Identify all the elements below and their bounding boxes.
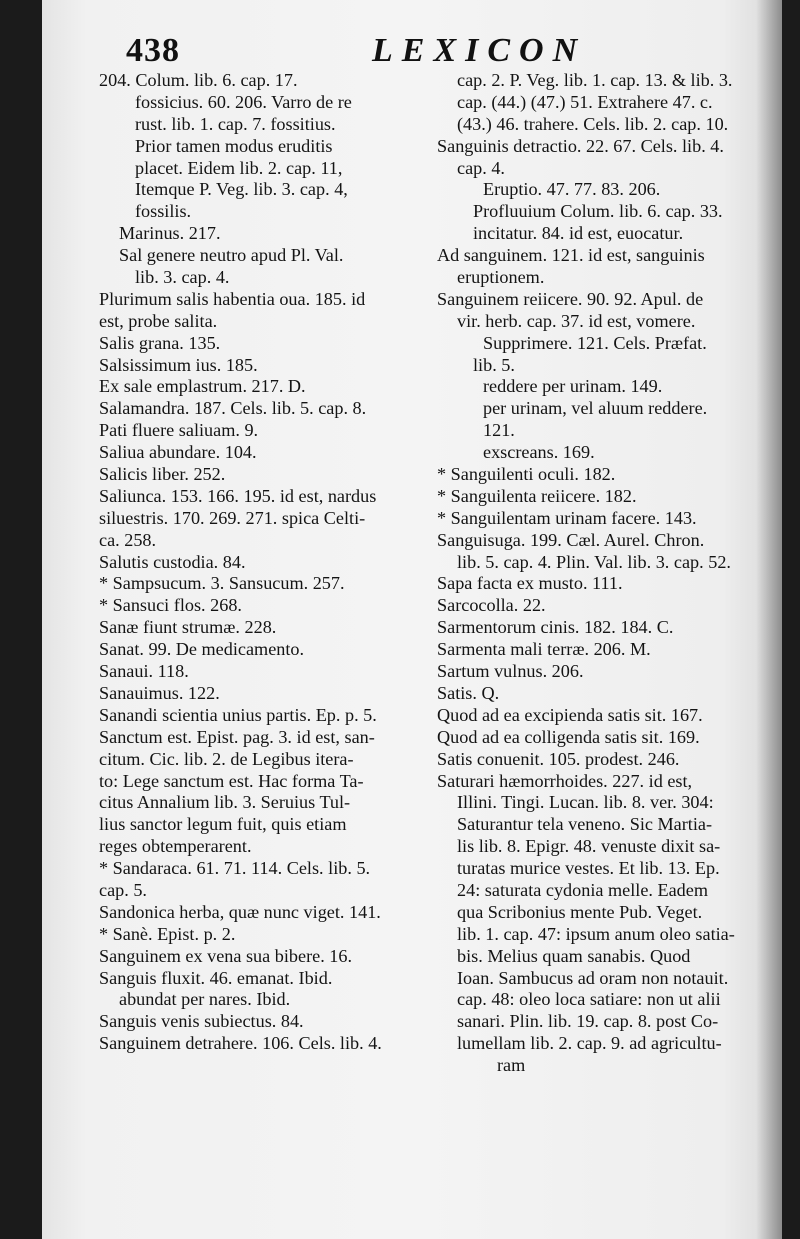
index-line: abundat per nares. Ibid.	[119, 989, 291, 1010]
index-line: cap. 4.	[457, 157, 505, 178]
index-line: fossilis.	[135, 201, 192, 222]
index-line: Quod ad ea excipienda satis sit. 167.	[437, 704, 703, 725]
index-line: Sanguisuga. 199. Cæl. Aurel. Chron.	[437, 529, 705, 550]
index-line: 204. Colum. lib. 6. cap. 17.	[99, 70, 298, 90]
index-line: Satis. Q.	[437, 682, 500, 703]
index-line: exscreans. 169.	[483, 442, 595, 463]
index-line: Saturantur tela veneno. Sic Martia-	[457, 814, 713, 835]
index-line: qua Scribonius mente Pub. Veget.	[457, 901, 703, 922]
index-line: Supprimere. 121. Cels. Præfat.	[483, 332, 707, 353]
index-line: 121.	[483, 420, 515, 441]
index-line: * Sanè. Epist. p. 2.	[99, 923, 236, 944]
index-line: Sartum vulnus. 206.	[437, 661, 584, 682]
running-title: LEXICON	[372, 32, 587, 69]
index-line: Sal genere neutro apud Pl. Val.	[119, 245, 344, 266]
index-line: Satis conuenit. 105. prodest. 246.	[437, 748, 680, 769]
index-line: Salicis liber. 252.	[99, 464, 226, 485]
index-line: Sanat. 99. De medicamento.	[99, 639, 305, 660]
index-line: Sarmenta mali terræ. 206. M.	[437, 639, 651, 660]
index-line: lib. 3. cap. 4.	[135, 267, 230, 288]
index-line: Sandonica herba, quæ nunc viget. 141.	[99, 901, 381, 922]
index-line: to: Lege sanctum est. Hac forma Ta-	[99, 770, 364, 791]
index-line: incitatur. 84. id est, euocatur.	[473, 223, 684, 244]
index-line: Marinus. 217.	[119, 223, 221, 244]
index-line: turatas murice vestes. Et lib. 13. Ep.	[457, 858, 720, 879]
index-line: Sanguinis detractio. 22. 67. Cels. lib. 4.	[437, 135, 724, 156]
index-line: * Sanguilentam urinam facere. 143.	[437, 507, 697, 528]
index-line: Salis grana. 135.	[99, 332, 221, 353]
index-line: (43.) 46. trahere. Cels. lib. 2. cap. 10.	[457, 113, 729, 134]
right-column	[437, 70, 777, 1077]
index-line: placet. Eidem lib. 2. cap. 11,	[135, 157, 343, 178]
index-line: vir. herb. cap. 37. id est, vomere.	[457, 310, 696, 331]
index-line: Sanguinem reiicere. 90. 92. Apul. de	[437, 288, 704, 309]
index-line: Sanandi scientia unius partis. Ep. p. 5.	[99, 704, 377, 725]
index-line: Sanguinem ex vena sua bibere. 16.	[99, 945, 353, 966]
index-line: eruptionem.	[457, 267, 545, 288]
index-line: Salutis custodia. 84.	[99, 551, 246, 572]
index-line: Sanguis fluxit. 46. emanat. Ibid.	[99, 967, 333, 988]
index-line: Ex sale emplastrum. 217. D.	[99, 376, 306, 397]
index-line: * Sandaraca. 61. 71. 114. Cels. lib. 5.	[99, 858, 371, 879]
index-line: Quod ad ea colligenda satis sit. 169.	[437, 726, 700, 747]
index-line: per urinam, vel aluum reddere.	[483, 398, 708, 419]
index-line: Salsissimum ius. 185.	[99, 354, 258, 375]
index-line: Ad sanguinem. 121. id est, sanguinis	[437, 245, 705, 266]
index-line: * Sanguilenti oculi. 182.	[437, 464, 616, 485]
index-line: Eruptio. 47. 77. 83. 206.	[483, 179, 661, 200]
index-line: cap. 2. P. Veg. lib. 1. cap. 13. & lib. 3.	[457, 70, 733, 90]
index-line: Sanguis venis subiectus. 84.	[99, 1011, 304, 1032]
page-header	[90, 30, 742, 74]
index-line: Sarmentorum cinis. 182. 184. C.	[437, 617, 674, 638]
index-line: siluestris. 170. 269. 271. spica Celti-	[99, 507, 366, 528]
index-line: citus Annalium lib. 3. Seruius Tul-	[99, 792, 351, 813]
index-line: * Sanguilenta reiicere. 182.	[437, 485, 637, 506]
index-line: Sanguinem detrahere. 106. Cels. lib. 4.	[99, 1033, 382, 1054]
index-line: * Sampsucum. 3. Sansucum. 257.	[99, 573, 345, 594]
index-line: Sarcocolla. 22.	[437, 595, 546, 616]
index-line: Saliunca. 153. 166. 195. id est, nardus	[99, 485, 377, 506]
index-line: Sanaui. 118.	[99, 661, 189, 682]
index-line: reddere per urinam. 149.	[483, 376, 663, 397]
book-page	[42, 0, 782, 1239]
index-line: lib. 5. cap. 4. Plin. Val. lib. 3. cap. 52.	[457, 551, 731, 572]
index-line: lis lib. 8. Epigr. 48. venuste dixit sa-	[457, 836, 721, 857]
index-line: Sapa facta ex musto. 111.	[437, 573, 623, 594]
index-line: Itemque P. Veg. lib. 3. cap. 4,	[135, 179, 348, 200]
index-line: Prior tamen modus eruditis	[135, 135, 333, 156]
index-line: Pati fluere saliuam. 9.	[99, 420, 259, 441]
index-line: * Sansuci flos. 268.	[99, 595, 242, 616]
index-line: ram	[497, 1055, 526, 1076]
index-line: Saturari hæmorrhoides. 227. id est,	[437, 770, 693, 791]
index-line: cap. 5.	[99, 879, 147, 900]
index-line: lib. 1. cap. 47: ipsum anum oleo satia-	[457, 923, 735, 944]
index-line: Illini. Tingi. Lucan. lib. 8. ver. 304:	[457, 792, 714, 813]
index-line: lib. 5.	[473, 354, 515, 375]
index-line: ca. 258.	[99, 529, 157, 550]
index-line: est, probe salita.	[99, 310, 218, 331]
index-line: sanari. Plin. lib. 19. cap. 8. post Co-	[457, 1011, 719, 1032]
index-line: cap. 48: oleo loca satiare: non ut alii	[457, 989, 721, 1010]
index-line: Saliua abundare. 104.	[99, 442, 257, 463]
index-line: fossicius. 60. 206. Varro de re	[135, 91, 352, 112]
page-number: 438	[126, 32, 180, 69]
index-line: reges obtemperarent.	[99, 836, 252, 857]
index-line: Ioan. Sambucus ad oram non notauit.	[457, 967, 729, 988]
index-line: lumellam lib. 2. cap. 9. ad agricultu-	[457, 1033, 722, 1054]
index-line: Sanæ fiunt strumæ. 228.	[99, 617, 277, 638]
index-line: lius sanctor legum fuit, quis etiam	[99, 814, 347, 835]
index-line: Salamandra. 187. Cels. lib. 5. cap. 8.	[99, 398, 367, 419]
index-line: Sanauimus. 122.	[99, 682, 220, 703]
index-line: Profluuium Colum. lib. 6. cap. 33.	[473, 201, 723, 222]
index-line: Plurimum salis habentia oua. 185. id	[99, 288, 366, 309]
index-line: Sanctum est. Epist. pag. 3. id est, san-	[99, 726, 375, 747]
index-line: rust. lib. 1. cap. 7. fossitius.	[135, 113, 336, 134]
index-line: cap. (44.) (47.) 51. Extrahere 47. c.	[457, 91, 713, 112]
left-column	[99, 70, 459, 1055]
index-line: citum. Cic. lib. 2. de Legibus itera-	[99, 748, 354, 769]
index-line: bis. Melius quam sanabis. Quod	[457, 945, 691, 966]
index-line: 24: saturata cydonia melle. Eadem	[457, 879, 708, 900]
